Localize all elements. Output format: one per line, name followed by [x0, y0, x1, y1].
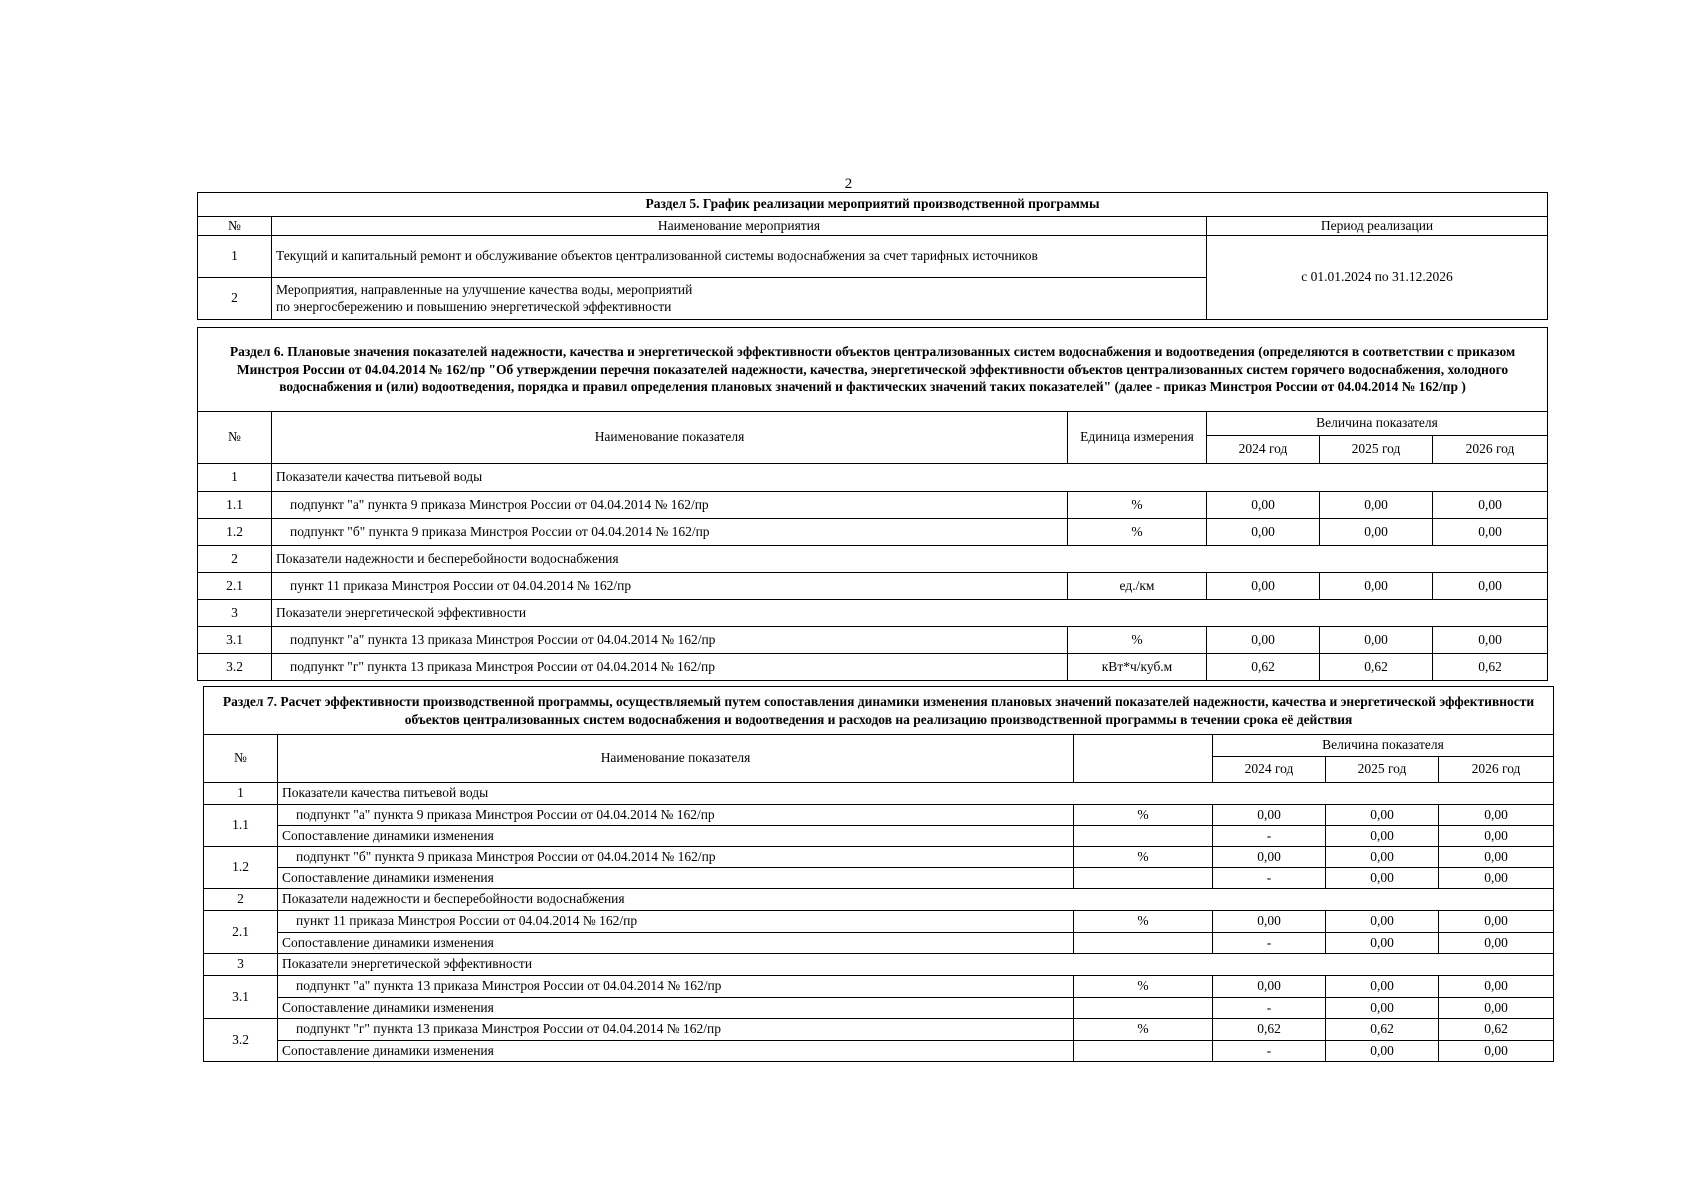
section6-year-2024: 2024 год [1207, 436, 1320, 464]
section7-col-name: Наименование показателя [278, 735, 1074, 783]
table-row-value-2024: 0,00 [1213, 847, 1326, 868]
section5-row-2-name [272, 278, 1207, 320]
compare-value-2026: 0,00 [1439, 868, 1554, 889]
table-row-name: подпункт "г" пункта 13 приказа Минстроя России от 04.04.2014 № 162/пр [278, 1019, 1074, 1041]
compare-value-2025: 0,00 [1326, 933, 1439, 954]
table-row-value-2026: 0,00 [1433, 573, 1548, 600]
table-row-value-2024: 0,00 [1207, 492, 1320, 519]
section7-year-2025: 2025 год [1326, 757, 1439, 783]
compare-unit [1074, 1041, 1213, 1062]
table-row-value-2024: 0,00 [1213, 976, 1326, 998]
compare-label: Сопоставление динамики изменения [278, 998, 1074, 1019]
compare-unit [1074, 933, 1213, 954]
section5-row-2-name-line1: Мероприятия, направленные на улучшение качества воды, мероприятий [276, 282, 693, 298]
table-row-group-name: Показатели энергетической эффективности [278, 954, 1554, 976]
table-row-value-2024: 0,00 [1207, 627, 1320, 654]
table-row-value-2024: 0,00 [1213, 911, 1326, 933]
compare-value-2025: 0,00 [1326, 998, 1439, 1019]
compare-label: Сопоставление динамики изменения [278, 868, 1074, 889]
compare-unit [1074, 868, 1213, 889]
table-row-value-2025: 0,00 [1320, 492, 1433, 519]
section7-col-unit [1074, 735, 1213, 783]
table-row-no: 1.1 [204, 805, 278, 847]
section7-col-no: № [204, 735, 278, 783]
table-row-no: 2.1 [204, 911, 278, 954]
table-row-no: 3.2 [198, 654, 272, 681]
table-row-unit: кВт*ч/куб.м [1068, 654, 1207, 681]
table-row-name: подпункт "а" пункта 13 приказа Минстроя России от 04.04.2014 № 162/пр [272, 627, 1068, 654]
table-row-name: подпункт "а" пункта 13 приказа Минстроя России от 04.04.2014 № 162/пр [278, 976, 1074, 998]
table-row-group-name: Показатели надежности и бесперебойности водоснабжения [272, 546, 1548, 573]
table-row-no: 3.2 [204, 1019, 278, 1062]
section6-title: Раздел 6. Плановые значения показателей надежности, качества и энергетической эффективности объектов централизованных систем водоснабжения и водоотведения (определяются в соответствии с приказом Минстроя России от 04.04.2014 № 162/пр "Об утверждении перечня показателей надежности, качества, энергетической эффективности объектов централизованных систем горячего водоснабжения, холодного водоснабжения и (или) водоотведения, порядка и правил определения плановых значений и фактических значений таких показателей" (далее - приказ Минстроя России от 04.04.2014 № 162/пр ) [198, 328, 1548, 412]
table-row-unit: % [1074, 1019, 1213, 1041]
section7-col-value: Величина показателя [1213, 735, 1554, 757]
table-row-value-2026: 0,62 [1439, 1019, 1554, 1041]
table-row-group-name: Показатели надежности и бесперебойности водоснабжения [278, 889, 1554, 911]
table-row-no: 2 [198, 546, 272, 573]
table-row-unit: % [1074, 847, 1213, 868]
table-row-value-2025: 0,62 [1320, 654, 1433, 681]
table-row-name: подпункт "б" пункта 9 приказа Минстроя России от 04.04.2014 № 162/пр [272, 519, 1068, 546]
section7-table [203, 686, 1554, 1062]
table-row-no: 3 [198, 600, 272, 627]
table-row-value-2026: 0,00 [1439, 976, 1554, 998]
section5-period: с 01.01.2024 по 31.12.2026 [1207, 236, 1548, 320]
table-row-value-2024: 0,62 [1207, 654, 1320, 681]
table-row-unit: % [1068, 627, 1207, 654]
table-row-no: 3.1 [204, 976, 278, 1019]
table-row-value-2026: 0,00 [1433, 627, 1548, 654]
compare-value-2026: 0,00 [1439, 1041, 1554, 1062]
section7-year-2024: 2024 год [1213, 757, 1326, 783]
section6-col-name: Наименование показателя [272, 412, 1068, 464]
section7-title: Раздел 7. Расчет эффективности производственной программы, осуществляемый путем сопоставления динамики изменения плановых значений показателей надежности, качества и энергетической эффективности объектов централизованных систем водоснабжения и водоотведения и расходов на реализацию производственной программы в течении срока её действия [204, 687, 1554, 735]
section6-col-no: № [198, 412, 272, 464]
table-row-no: 2.1 [198, 573, 272, 600]
section5-col-period: Период реализации [1207, 217, 1548, 236]
table-row-no: 2 [204, 889, 278, 911]
table-row-value-2024: 0,62 [1213, 1019, 1326, 1041]
compare-unit [1074, 826, 1213, 847]
table-row-group-name: Показатели качества питьевой воды [278, 783, 1554, 805]
page-number: 2 [844, 176, 853, 192]
table-row-value-2025: 0,00 [1320, 573, 1433, 600]
table-row-value-2026: 0,62 [1433, 654, 1548, 681]
table-row-value-2026: 0,00 [1439, 911, 1554, 933]
table-row-unit: % [1074, 976, 1213, 998]
section5-row-2-name-line2: по энергосбережению и повышению энергетической эффективности [276, 298, 672, 314]
section5-col-no: № [198, 217, 272, 236]
compare-value-2025: 0,00 [1326, 1041, 1439, 1062]
section6-table [197, 327, 1548, 681]
table-row-value-2026: 0,00 [1433, 519, 1548, 546]
section6-year-2025: 2025 год [1320, 436, 1433, 464]
table-row-no: 1 [198, 464, 272, 492]
table-row-value-2026: 0,00 [1439, 805, 1554, 826]
table-row-name: подпункт "б" пункта 9 приказа Минстроя России от 04.04.2014 № 162/пр [278, 847, 1074, 868]
table-row-value-2025: 0,00 [1326, 911, 1439, 933]
section5-row-2-no: 2 [198, 278, 272, 320]
table-row-value-2025: 0,00 [1320, 519, 1433, 546]
table-row-name: подпункт "г" пункта 13 приказа Минстроя России от 04.04.2014 № 162/пр [272, 654, 1068, 681]
table-row-name: подпункт "а" пункта 9 приказа Минстроя России от 04.04.2014 № 162/пр [272, 492, 1068, 519]
table-row-value-2025: 0,00 [1326, 805, 1439, 826]
table-row-name: пункт 11 приказа Минстроя России от 04.04.2014 № 162/пр [278, 911, 1074, 933]
compare-value-2025: 0,00 [1326, 868, 1439, 889]
table-row-no: 1.2 [204, 847, 278, 889]
section5-row-1-no: 1 [198, 236, 272, 278]
section5-col-name: Наименование мероприятия [272, 217, 1207, 236]
table-row-value-2024: 0,00 [1207, 519, 1320, 546]
compare-value-2026: 0,00 [1439, 826, 1554, 847]
section5-row-1-name: Текущий и капитальный ремонт и обслуживание объектов централизованной системы водоснабжения за счет тарифных источников [272, 236, 1207, 278]
table-row-no: 1 [204, 783, 278, 805]
compare-label: Сопоставление динамики изменения [278, 933, 1074, 954]
table-row-value-2026: 0,00 [1433, 492, 1548, 519]
table-row-value-2024: 0,00 [1207, 573, 1320, 600]
table-row-group-name: Показатели качества питьевой воды [272, 464, 1548, 492]
table-row-unit: % [1074, 805, 1213, 826]
table-row-name: пункт 11 приказа Минстроя России от 04.04.2014 № 162/пр [272, 573, 1068, 600]
table-row-value-2024: 0,00 [1213, 805, 1326, 826]
table-row-unit: % [1068, 519, 1207, 546]
table-row-no: 1.1 [198, 492, 272, 519]
table-row-no: 3.1 [198, 627, 272, 654]
section5-table [197, 192, 1548, 320]
compare-label: Сопоставление динамики изменения [278, 826, 1074, 847]
compare-unit [1074, 998, 1213, 1019]
table-row-no: 3 [204, 954, 278, 976]
table-row-unit: ед./км [1068, 573, 1207, 600]
table-row-unit: % [1068, 492, 1207, 519]
compare-dash: - [1213, 998, 1326, 1019]
table-row-value-2025: 0,62 [1326, 1019, 1439, 1041]
section7-year-2026: 2026 год [1439, 757, 1554, 783]
section6-year-2026: 2026 год [1433, 436, 1548, 464]
compare-dash: - [1213, 1041, 1326, 1062]
section6-col-unit: Единица измерения [1068, 412, 1207, 464]
table-row-value-2025: 0,00 [1326, 976, 1439, 998]
table-row-group-name: Показатели энергетической эффективности [272, 600, 1548, 627]
compare-dash: - [1213, 826, 1326, 847]
table-row-value-2025: 0,00 [1326, 847, 1439, 868]
compare-dash: - [1213, 933, 1326, 954]
compare-label: Сопоставление динамики изменения [278, 1041, 1074, 1062]
table-row-no: 1.2 [198, 519, 272, 546]
table-row-value-2026: 0,00 [1439, 847, 1554, 868]
compare-value-2026: 0,00 [1439, 998, 1554, 1019]
compare-value-2026: 0,00 [1439, 933, 1554, 954]
compare-value-2025: 0,00 [1326, 826, 1439, 847]
section5-title: Раздел 5. График реализации мероприятий производственной программы [198, 193, 1548, 217]
section6-col-value: Величина показателя [1207, 412, 1548, 436]
compare-dash: - [1213, 868, 1326, 889]
table-row-value-2025: 0,00 [1320, 627, 1433, 654]
table-row-unit: % [1074, 911, 1213, 933]
table-row-name: подпункт "а" пункта 9 приказа Минстроя России от 04.04.2014 № 162/пр [278, 805, 1074, 826]
